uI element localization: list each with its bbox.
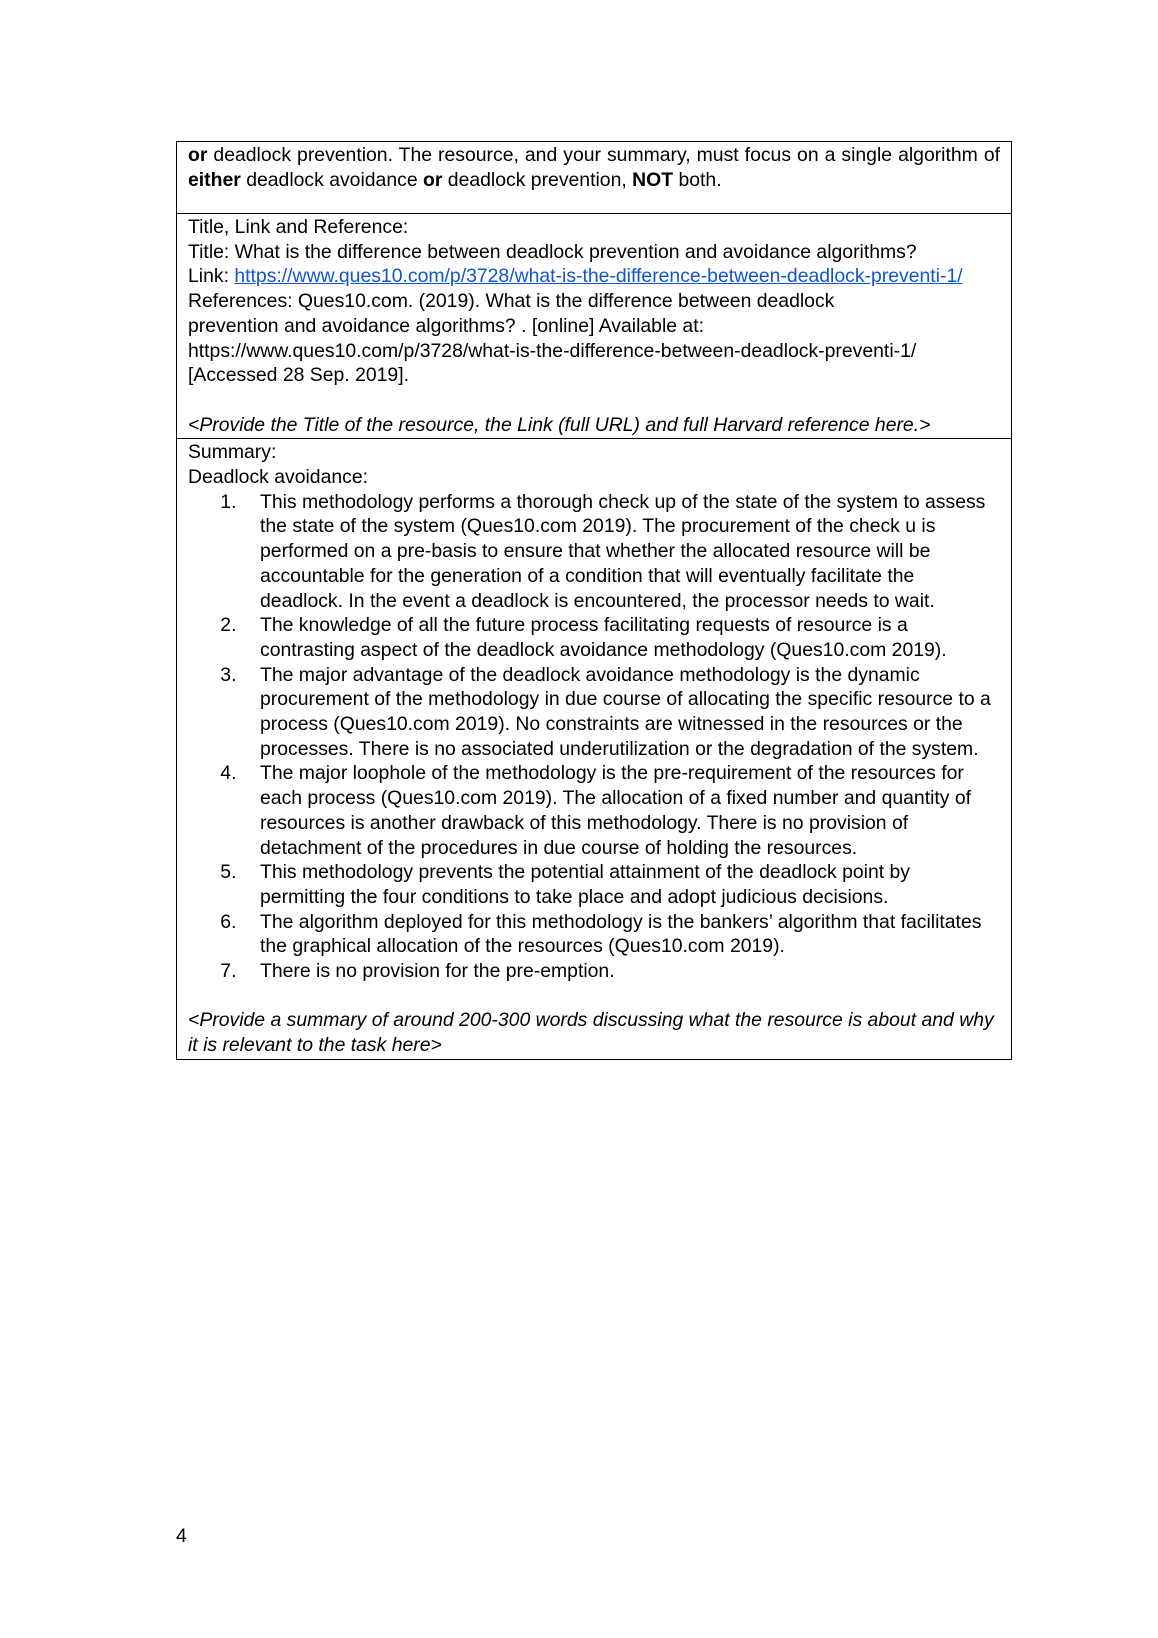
list-item: 1. This methodology performs a thorough check up of the state of the system to assess the state of the system (Ques10.com 2019). The procurement of the check u is performed on a pre-basis to ensure that whether the allocated resource will be accountable for the generation of a condition that will eventually facilitate the deadlock. In the event a deadlock is encountered, the processor needs to wait. xyxy=(258,490,1000,614)
list-item: 3. The major advantage of the deadlock avoidance methodology is the dynamic procurement of the methodology in due course of allocating the specific resource to a process (Ques10.com 2019). No constraints are witnessed in the resources or the processes. There is no associated underutilization or the degradation of the system. xyxy=(258,663,1000,762)
spacer xyxy=(188,984,1000,1009)
intro-bold-or-2: or xyxy=(423,168,443,191)
list-item: 4. The major loophole of the methodology is the pre-requirement of the resources for each process (Ques10.com 2019). The allocation of a fixed number and quantity of resources is another drawback of this methodology. There is no provision of detachment of the procedures in due course of holding the resources. xyxy=(258,761,1000,860)
intro-text-1: deadlock prevention. The resource, and your summary, must focus on a single algorithm of xyxy=(207,144,1000,166)
summary-cell xyxy=(177,439,1012,1060)
intro-bold-or: or xyxy=(188,144,208,166)
intro-row xyxy=(177,142,1012,214)
list-item: 7. There is no provision for the pre-emption. xyxy=(258,959,1000,984)
list-item: 5. This methodology prevents the potential attainment of the deadlock point by permitting the four conditions to take place and adopt judicious decisions. xyxy=(258,860,1000,909)
page-number: 4 xyxy=(176,1525,187,1547)
summary-subheading: Deadlock avoidance: xyxy=(188,466,369,489)
summary-list xyxy=(188,490,1000,984)
intro-cell xyxy=(177,142,1012,214)
intro-bold-either: either xyxy=(188,168,241,191)
references-line-2: prevention and avoidance algorithms? . [online] Available at: xyxy=(188,314,704,337)
references-line-4: [Accessed 28 Sep. 2019]. xyxy=(188,364,409,387)
resource-link[interactable]: https://www.ques10.com/p/3728/what-is-the-difference-between-deadlock-preventi-1/ xyxy=(234,265,963,288)
intro-bold-not: NOT xyxy=(632,168,674,191)
reference-cell xyxy=(177,214,1012,439)
summary-heading: Summary: xyxy=(188,441,277,464)
resource-link-line xyxy=(188,264,1000,289)
references-line-3: https://www.ques10.com/p/3728/what-is-the-difference-between-deadlock-preventi-1/ xyxy=(188,339,917,362)
intro-text-3: deadlock prevention, xyxy=(442,168,633,191)
summary-instruction: <Provide a summary of around 200-300 words discussing what the resource is about and why it is relevant to the task here> xyxy=(188,1009,994,1057)
reference-row xyxy=(177,214,1012,439)
intro-text-2: deadlock avoidance xyxy=(240,168,423,191)
reference-heading: Title, Link and Reference: xyxy=(188,216,409,238)
references-line-1: References: Ques10.com. (2019). What is the difference between deadlock xyxy=(188,290,835,313)
summary-row xyxy=(177,439,1012,1060)
list-item: 6. The algorithm deployed for this methodology is the bankers’ algorithm that facilitates the graphical allocation of the resources (Ques10.com 2019). xyxy=(258,910,1000,959)
intro-text-4: both. xyxy=(673,168,722,191)
assignment-table xyxy=(176,141,1012,1060)
reference-instruction: <Provide the Title of the resource, the Link (full URL) and full Harvard reference here.> xyxy=(188,413,931,436)
resource-title: Title: What is the difference between deadlock prevention and avoidance algorithms? xyxy=(188,240,917,263)
list-item: 2. The knowledge of all the future process facilitating requests of resource is a contrasting aspect of the deadlock avoidance methodology (Ques10.com 2019). xyxy=(258,613,1000,662)
link-label: Link: xyxy=(188,265,235,288)
spacer xyxy=(188,388,1000,413)
